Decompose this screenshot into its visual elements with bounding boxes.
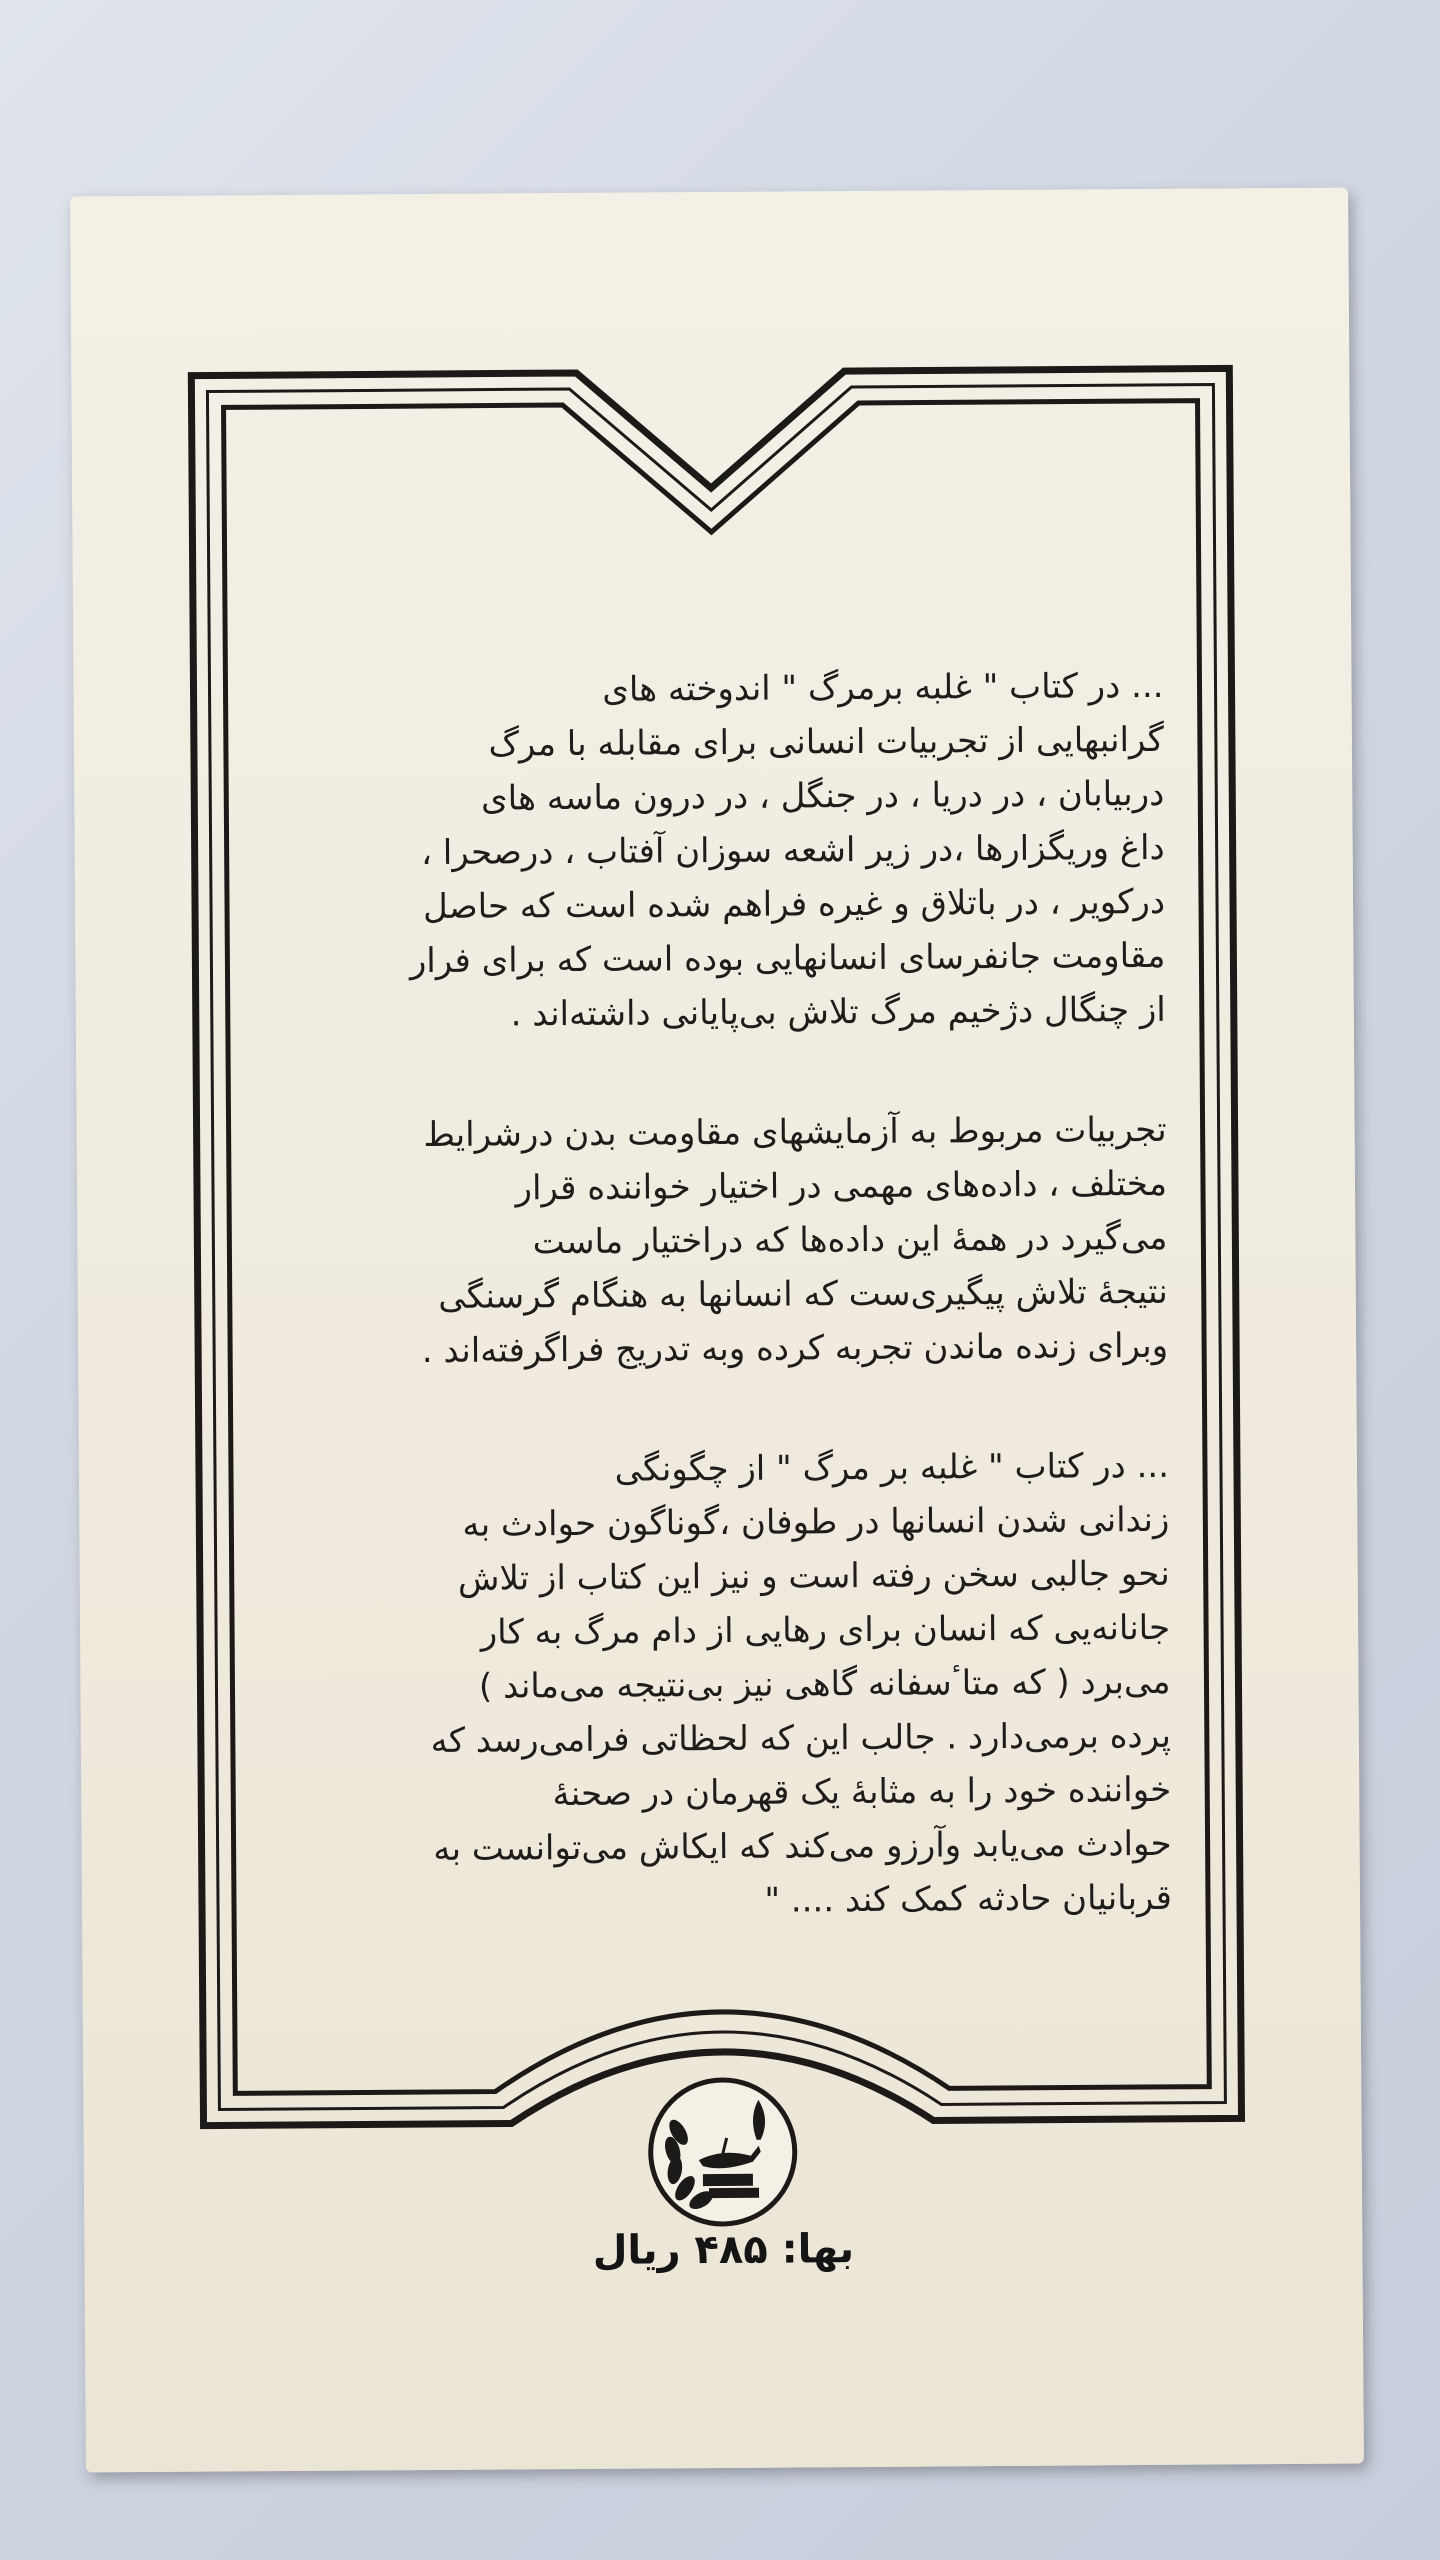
text-line: خواننده خود را به مثابهٔ یک قهرمان در صحنهٔ <box>552 1769 1172 1815</box>
text-line: تجربیات مربوط به آزمایشهای مقاومت بدن درشرایط <box>423 1109 1167 1156</box>
blurb-paragraph-2 <box>306 1103 1168 1379</box>
text-line: ... در کتاب " غلبه بر مرگ " از چگونگی <box>614 1445 1170 1490</box>
book-back-cover <box>70 188 1364 2473</box>
blurb-paragraph-3 <box>309 1439 1172 1931</box>
text-line: می‌برد ( که متاٴسفانه گاهی نیز بی‌نتیجه می‌ماند ) <box>478 1661 1171 1707</box>
text-line: درکویر ، در باتلاق و غیره فراهم شده است که حاصل <box>422 881 1166 928</box>
text-line: پرده برمی‌دارد . جالب این که لحظاتی فرامی‌رسد که <box>430 1715 1171 1762</box>
text-line: مقاومت جانفرسای انسانهایی بوده است که برای فرار <box>409 935 1166 982</box>
text-line: می‌گیرد در همهٔ این داده‌ها که دراختیار ماست <box>532 1217 1168 1263</box>
text-line: گرانبهایی از تجربیات انسانی برای مقابله با مرگ <box>488 719 1165 765</box>
text-line: نتیجهٔ تلاش پیگیری‌ست که انسانها به هنگام گرسنگی <box>438 1271 1168 1317</box>
price-label: بها: ۴۸۵ ریال <box>592 2226 855 2274</box>
text-line: از چنگال دژخیم مرگ تلاش بی‌پایانی داشته‌اند . <box>510 989 1166 1035</box>
blurb-text <box>303 659 1172 1997</box>
text-line: قربانیان حادثه کمک کند .... " <box>764 1877 1173 1921</box>
blurb-paragraph-1 <box>303 659 1166 1043</box>
text-line: وبرای زنده ماندن تجربه کرده وبه تدریج فراگرفته‌اند . <box>421 1325 1169 1372</box>
text-line: ... در کتاب " غلبه برمرگ " اندوخته های <box>602 665 1164 710</box>
lamp-and-laurel-emblem-icon <box>650 2079 795 2224</box>
text-line: حوادث می‌یابد وآرزو می‌کند که ایکاش می‌توانست به <box>433 1823 1172 1869</box>
text-line: جانانه‌یی که انسان برای رهایی از دام مرگ به کار <box>480 1607 1171 1653</box>
text-line: زندانی شدن انسانها در طوفان ،گوناگون حوادث به <box>462 1499 1170 1545</box>
text-line: نحو جالبی سخن رفته است و نیز این کتاب از تلاش <box>457 1553 1170 1599</box>
text-line: دربیابان ، در دریا ، در جنگل ، در درون ماسه های <box>480 773 1165 819</box>
text-line: داغ وریگزارها ،در زیر اشعه سوزان آفتاب ، درصحرا ، <box>420 827 1165 874</box>
text-line: مختلف ، داده‌های مهمی در اختیار خواننده قرار <box>515 1163 1168 1209</box>
